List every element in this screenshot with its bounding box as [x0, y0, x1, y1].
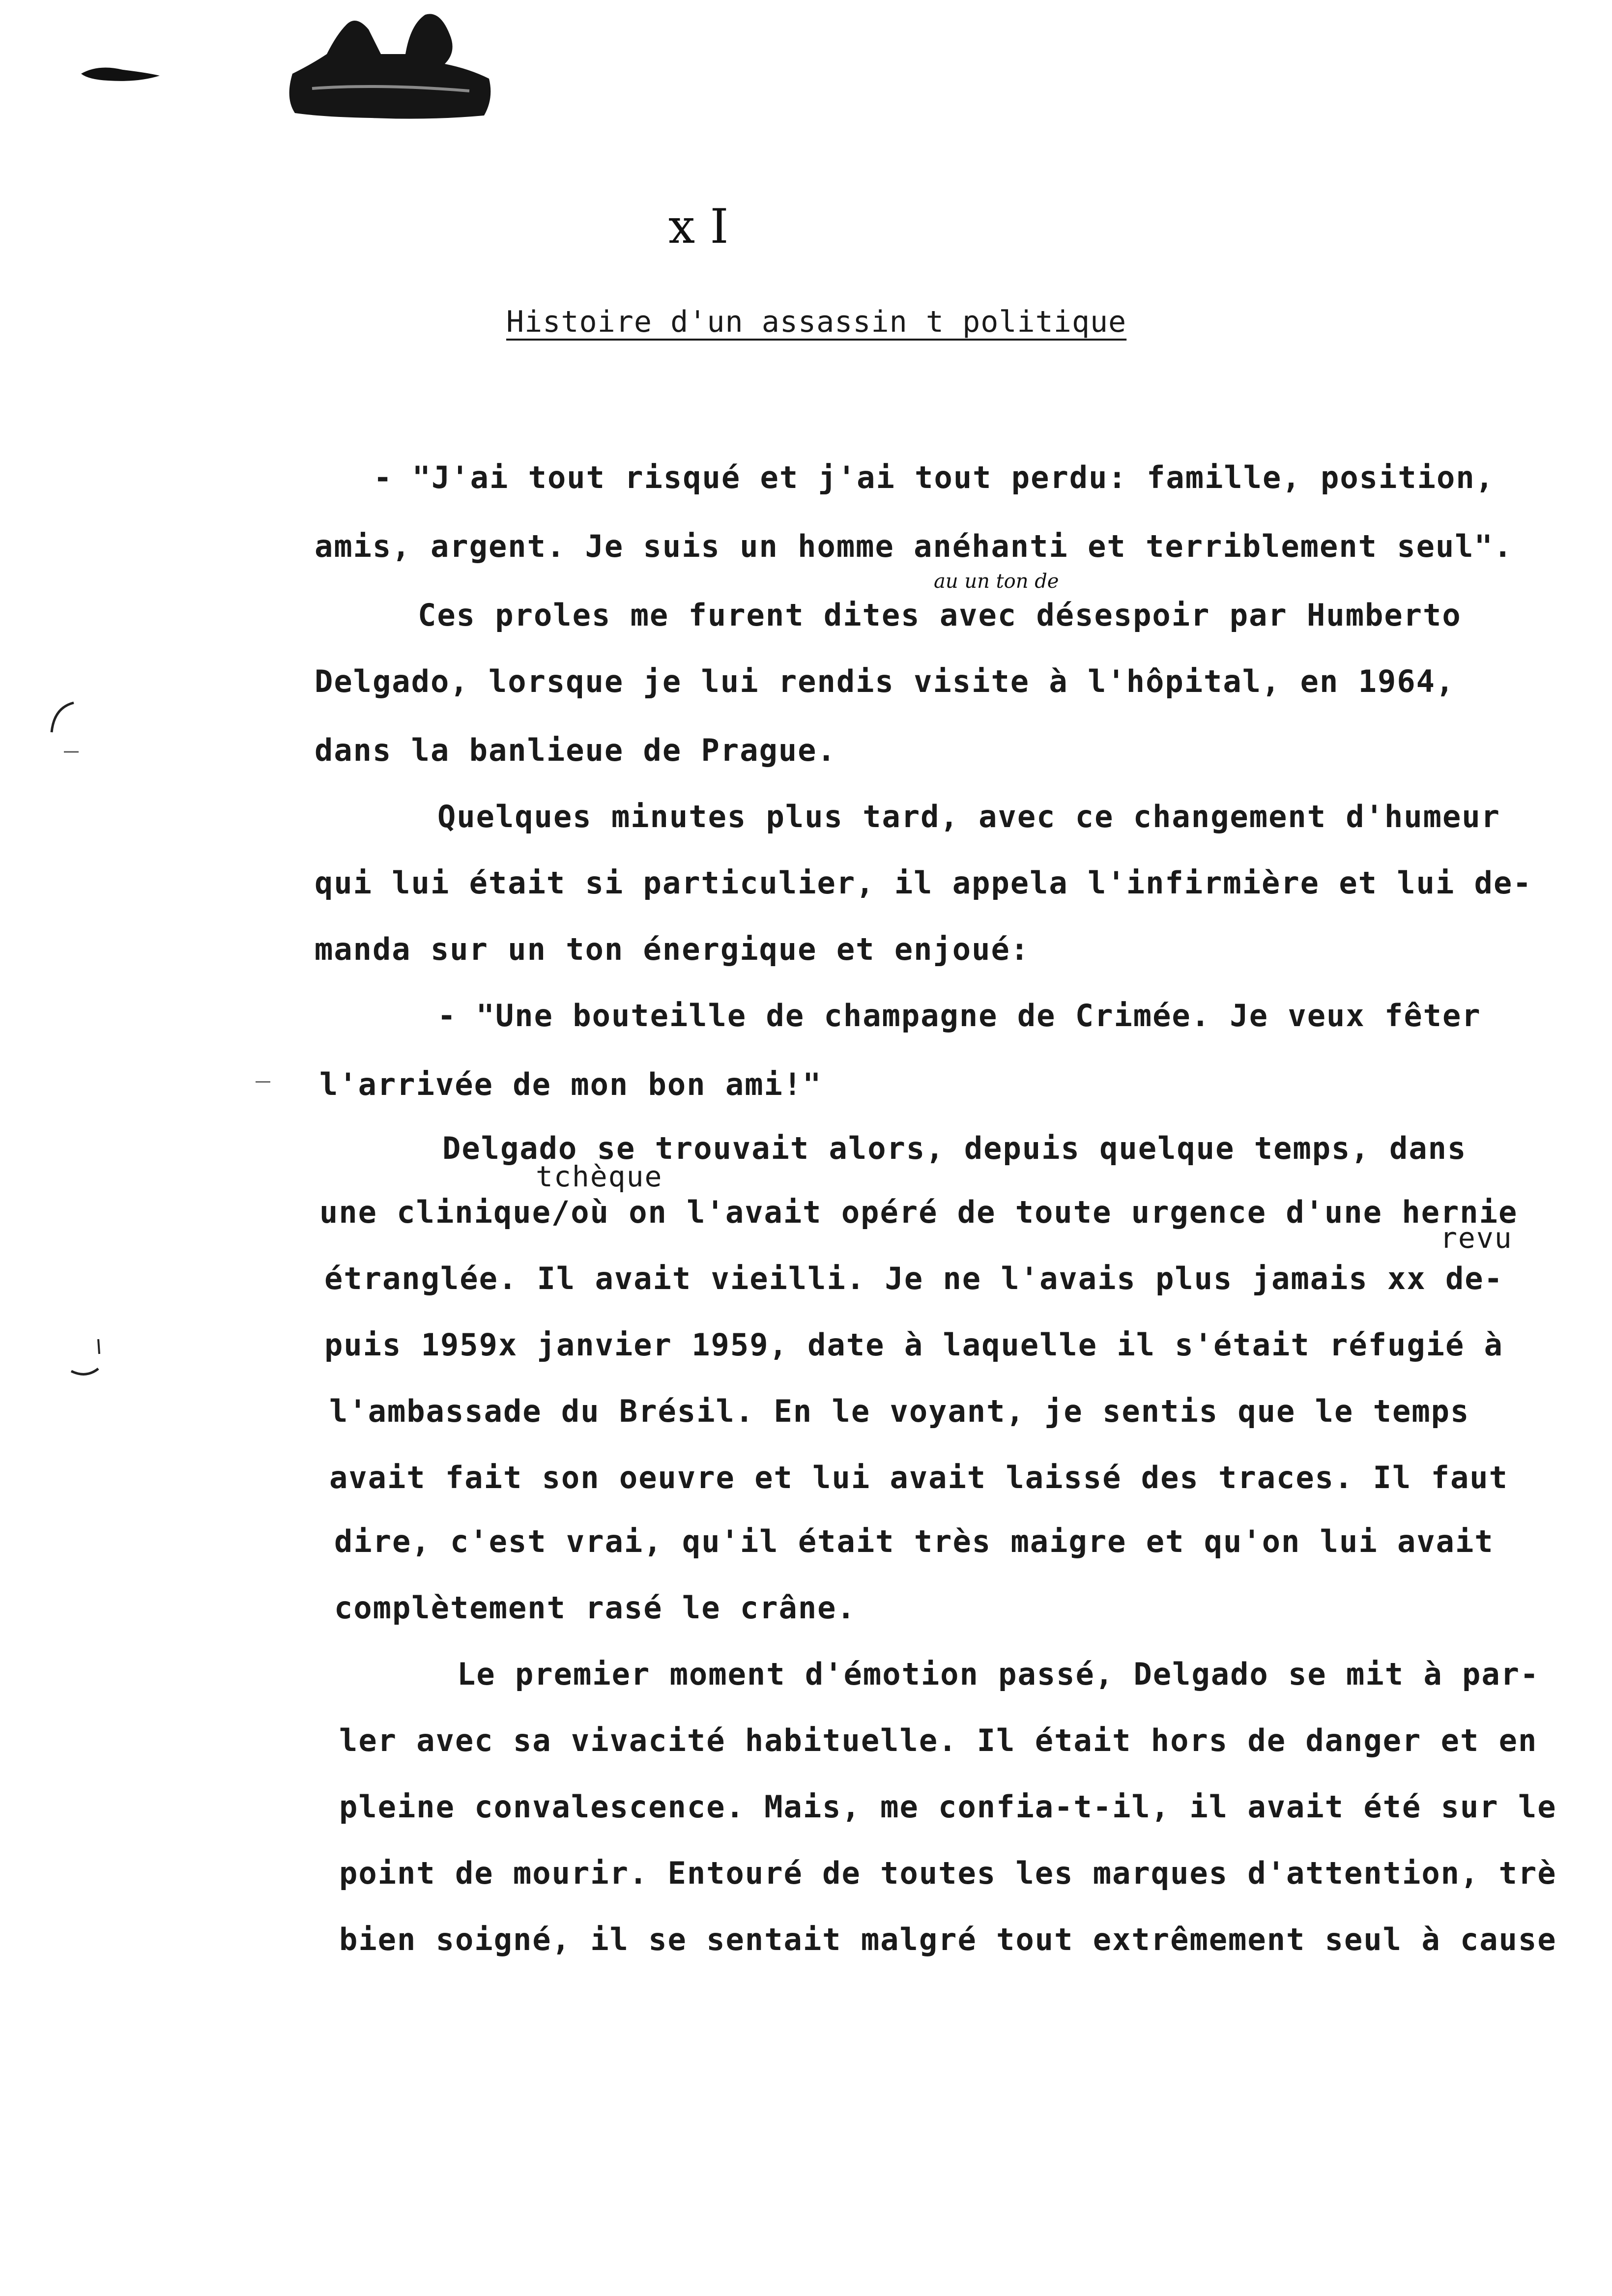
ink-blot-stamp — [283, 5, 499, 123]
body-line: une clinique/où on l'avait opéré de toute urgence d'une hernie — [319, 1194, 1518, 1230]
typed-insert-tcheque: tchèque — [536, 1160, 663, 1193]
body-line: complètement rasé le crâne. — [334, 1590, 856, 1626]
body-line: avait fait son oeuvre et lui avait laissé des traces. Il faut — [329, 1460, 1508, 1495]
body-line: amis, argent. Je suis un homme anéhanti et terriblement seul". — [315, 528, 1513, 564]
body-line: l'arrivée de mon bon ami!" — [319, 1066, 822, 1102]
typed-insert-revu: revu — [1440, 1221, 1513, 1255]
body-line: étranglée. Il avait vieilli. Je ne l'avais plus jamais xx de- — [324, 1261, 1503, 1296]
body-line: Delgado se trouvait alors, depuis quelque temps, dans — [442, 1130, 1467, 1166]
body-line: dans la banlieue de Prague. — [315, 732, 836, 768]
body-line: qui lui était si particulier, il appela l'infirmière et lui de- — [315, 865, 1532, 901]
body-line: ler avec sa vivacité habituelle. Il était hors de danger et en — [339, 1722, 1538, 1758]
margin-pencil-mark — [44, 698, 84, 757]
body-line: Delgado, lorsque je lui rendis visite à l'hôpital, en 1964, — [315, 663, 1455, 699]
body-line: manda sur un ton énergique et enjoué: — [315, 931, 1030, 967]
body-line: - "J'ai tout risqué et j'ai tout perdu: famille, position, — [374, 459, 1495, 495]
margin-pencil-mark — [64, 1337, 108, 1381]
body-line: bien soigné, il se sentait malgré tout extrêmement seul à cause — [339, 1922, 1557, 1957]
body-line: l'ambassade du Brésil. En le voyant, je sentis que le temps — [329, 1393, 1470, 1429]
body-line: pleine convalescence. Mais, me confia-t-il, il avait été sur le — [339, 1789, 1557, 1825]
body-line: - "Une bouteille de champagne de Crimée. Je veux fêter — [437, 998, 1481, 1033]
body-line: dire, c'est vrai, qu'il était très maigre et qu'on lui avait — [334, 1523, 1494, 1559]
margin-dash — [256, 1081, 270, 1083]
body-line: Quelques minutes plus tard, avec ce changement d'humeur — [437, 799, 1500, 834]
margin-mark: x I — [668, 199, 729, 254]
body-line: point de mourir. Entouré de toutes les marques d'attention, trè — [339, 1855, 1557, 1891]
ink-blot-small — [79, 59, 162, 88]
handwritten-insert: au un ton de — [934, 570, 1059, 593]
page-title: Histoire d'un assassin t politique — [506, 305, 1127, 339]
body-line: Le premier moment d'émotion passé, Delgado se mit à par- — [457, 1656, 1540, 1692]
body-line: Ces proles me furent dites avec désespoir par Humberto — [418, 597, 1462, 633]
body-line: puis 1959x janvier 1959, date à laquelle il s'était réfugié à — [324, 1327, 1503, 1363]
